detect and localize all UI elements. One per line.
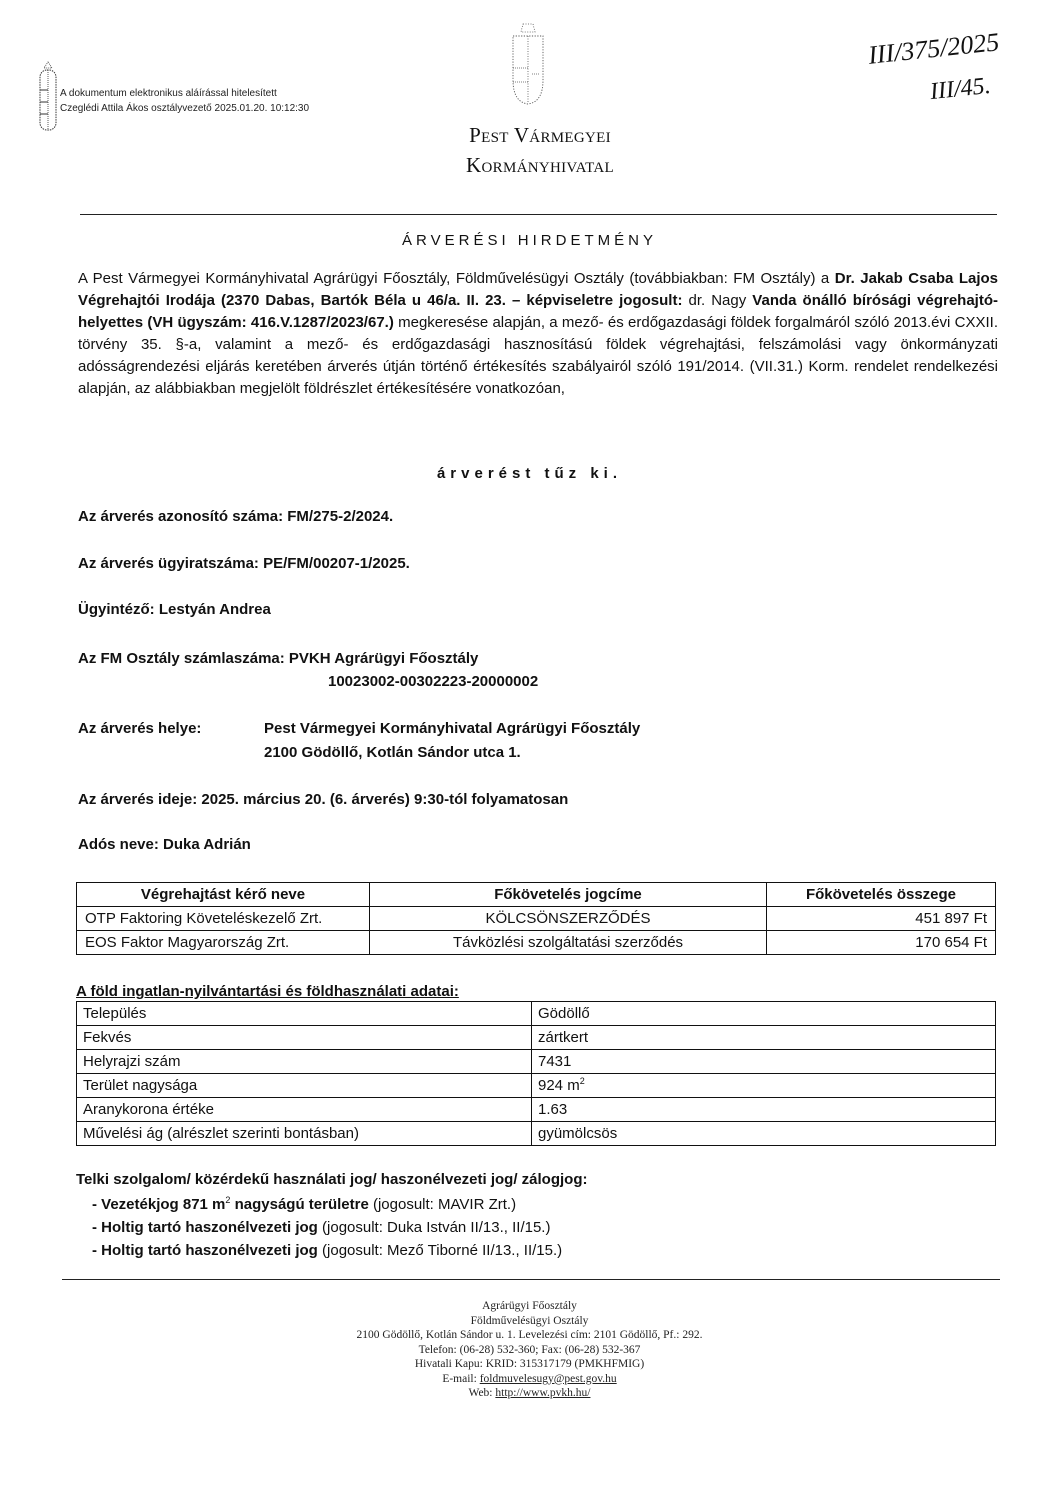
land-key-cell: Művelési ág (alrészlet szerinti bontásban) [77, 1122, 532, 1146]
handwritten-reference-line-2: III/45. [928, 72, 992, 106]
account-name: PVKH Agrárügyi Főosztály [288, 650, 479, 667]
easement-title: - Holtig tartó haszonélvezeti jog [92, 1242, 318, 1259]
land-key-cell: Terület nagysága [77, 1074, 532, 1098]
intro-bold-1: Dr. Jakab Csaba Lajos Végrehajtói Irodája (2370 Dabas, Bartók Béla u 46/a. II. 23. – képviseletre jogosult: [78, 270, 999, 309]
intro-text-3: megkeresése alapján, a mező- és erdőgazdasági földek forgalmáról szóló 2013.évi CXXII. törvény 35. §-a, valamint a mező- és erdőgazdasági hasznosítású földek végrehajtási, felszámolási vagy önkormányzati adósságrendezési eljárás keretében árverés útján történő értékesítés szabályairól szóló 191/2014. (VII.31.) Korm. rendelet rendelkezési alapján, az alábbiakban megjelölt földrészlet értékesítésére vonatkozóan, [78, 314, 998, 397]
easement-title: - Holtig tartó haszonélvezeti jog [92, 1219, 318, 1236]
footer-email-line [0, 1372, 1059, 1387]
easement-detail: (jogosult: Mező Tiborné II/13., II/15.) [317, 1242, 563, 1259]
officer-field [78, 601, 271, 618]
easement-detail: (jogosult: MAVIR Zrt.) [368, 1196, 517, 1213]
claims-header-row [77, 883, 996, 907]
easements-heading: Telki szolgalom/ közérdekű használati jog/ haszonélvezeti jog/ zálogjog: [76, 1171, 588, 1188]
footer-line: Telefon: (06-28) 532-360; Fax: (06-28) 532-367 [418, 1343, 641, 1356]
web-link[interactable]: http://www.pvkh.hu/ [495, 1387, 591, 1399]
account-label: Az FM Osztály számlaszáma: [78, 650, 289, 667]
place-line-1: Pest Vármegyei Kormányhivatal Agrárügyi Főosztály [264, 720, 641, 737]
web-label: Web: [468, 1387, 496, 1399]
intro-bold-2: Vanda önálló bírósági végrehajtó-helyettes (VH ügyszám: 416.V.1287/2023/67.) [78, 292, 998, 331]
land-key-cell: Fekvés [77, 1026, 532, 1050]
case-number-label: Az árverés ügyiratszáma: [78, 555, 264, 572]
coat-of-arms-icon [505, 22, 551, 106]
creditor-cell: OTP Faktoring Követeléskezelő Zrt. [77, 907, 370, 931]
auction-id-field [78, 508, 393, 525]
easement-title: - Vezetékjog 871 m [92, 1196, 226, 1213]
intro-text-1: A Pest Vármegyei Kormányhivatal Agrárügyi Főosztály, Földművelésügyi Osztály (továbbiakban: FM Osztály) a [78, 270, 835, 287]
organization-name-line-1: Pest Vármegyei [469, 123, 611, 147]
table-row [77, 1026, 996, 1050]
organization-name [420, 120, 660, 180]
claim-amount-cell: 170 654 Ft [767, 931, 996, 955]
time-field [78, 791, 568, 808]
account-field [78, 650, 478, 667]
case-number-value: PE/FM/00207-1/2025. [263, 555, 410, 572]
table-row [77, 1074, 996, 1098]
document-title: ÁRVERÉSI HIRDETMÉNY [402, 232, 657, 249]
footer [0, 1299, 1059, 1401]
area-unit-exponent: 2 [579, 1076, 585, 1086]
intro-paragraph [78, 268, 998, 400]
area-value: 924 m [538, 1077, 580, 1094]
officer-label: Ügyintéző: [78, 601, 159, 618]
table-row [77, 1098, 996, 1122]
footer-web-line [0, 1386, 1059, 1401]
easements-list [92, 1193, 562, 1262]
email-label: E-mail: [442, 1372, 480, 1385]
handwritten-reference [860, 27, 1050, 120]
organization-name-line-2: Kormányhivatal [466, 153, 614, 177]
land-value-cell: 1.63 [532, 1098, 996, 1122]
auction-id-value: FM/275-2/2024. [287, 508, 394, 525]
intro-text-2: dr. Nagy [682, 292, 753, 309]
time-value: 2025. március 20. (6. árverés) 9:30-tól folyamatosan [201, 791, 569, 808]
land-key-cell: Helyrajzi szám [77, 1050, 532, 1074]
land-key-cell: Aranykorona értéke [77, 1098, 532, 1122]
electronic-signature-block [38, 58, 458, 142]
claim-title-cell: KÖLCSÖNSZERZŐDÉS [370, 907, 767, 931]
footer-line: Földművelésügyi Osztály [470, 1314, 589, 1327]
table-row [77, 931, 996, 955]
land-value-cell: 7431 [532, 1050, 996, 1074]
footer-line: Agrárügyi Főosztály [482, 1300, 577, 1312]
time-label: Az árverés ideje: [78, 791, 202, 808]
signature-line-1: A dokumentum elektronikus aláírással hitelesített [60, 88, 277, 99]
footer-divider [62, 1279, 1000, 1280]
handwritten-reference-line-1: III/375/2025 [866, 27, 1001, 70]
auction-call: árverést tűz ki. [436, 465, 623, 482]
debtor-field [78, 836, 251, 853]
header-divider [80, 214, 997, 215]
land-value-cell: zártkert [532, 1026, 996, 1050]
land-value-cell: gyümölcsös [532, 1122, 996, 1146]
land-value-cell: Gödöllő [532, 1002, 996, 1026]
claims-table [76, 882, 996, 955]
claim-title-cell: Távközlési szolgáltatási szerződés [370, 931, 767, 955]
debtor-label: Adós neve: [78, 836, 164, 853]
debtor-value: Duka Adrián [163, 836, 251, 853]
place-line-2: 2100 Gödöllő, Kotlán Sándor utca 1. [264, 744, 521, 761]
officer-value: Lestyán Andrea [158, 601, 271, 618]
account-number: 10023002-00302223-20000002 [328, 673, 539, 690]
table-row [77, 1002, 996, 1026]
coat-of-arms-icon [38, 60, 58, 138]
place-label: Az árverés helye: [78, 720, 202, 737]
table-row [77, 1050, 996, 1074]
auction-id-label: Az árverés azonosító száma: [78, 508, 288, 525]
column-header: Főkövetelés összege [767, 883, 996, 907]
land-data-table [76, 1001, 996, 1146]
easement-exponent: 2 [225, 1195, 231, 1205]
list-item [92, 1193, 562, 1216]
footer-line: 2100 Gödöllő, Kotlán Sándor u. 1. Levelezési cím: 2101 Gödöllő, Pf.: 292. [356, 1329, 703, 1341]
easement-title-cont: nagyságú területre [230, 1196, 369, 1213]
creditor-cell: EOS Faktor Magyarország Zrt. [77, 931, 370, 955]
column-header: Főkövetelés jogcíme [370, 883, 767, 907]
claim-amount-cell: 451 897 Ft [767, 907, 996, 931]
land-key-cell: Település [77, 1002, 532, 1026]
list-item [92, 1239, 562, 1262]
land-data-heading: A föld ingatlan-nyilvántartási és földhasználati adatai: [76, 983, 459, 1000]
list-item [92, 1216, 562, 1239]
easement-detail: (jogosult: Duka István II/13., II/15.) [317, 1219, 551, 1236]
table-row [77, 1122, 996, 1146]
footer-line: Hivatali Kapu: KRID: 315317179 (PMKHFMIG) [414, 1358, 645, 1370]
email-link[interactable]: foldmuvelesugy@pest.gov.hu [479, 1372, 617, 1385]
land-value-cell [532, 1074, 996, 1098]
case-number-field [78, 555, 410, 572]
column-header: Végrehajtást kérő neve [77, 883, 370, 907]
table-row [77, 907, 996, 931]
signature-line-2: Czeglédi Attila Ákos osztályvezető 2025.01.20. 10:12:30 [60, 103, 310, 114]
